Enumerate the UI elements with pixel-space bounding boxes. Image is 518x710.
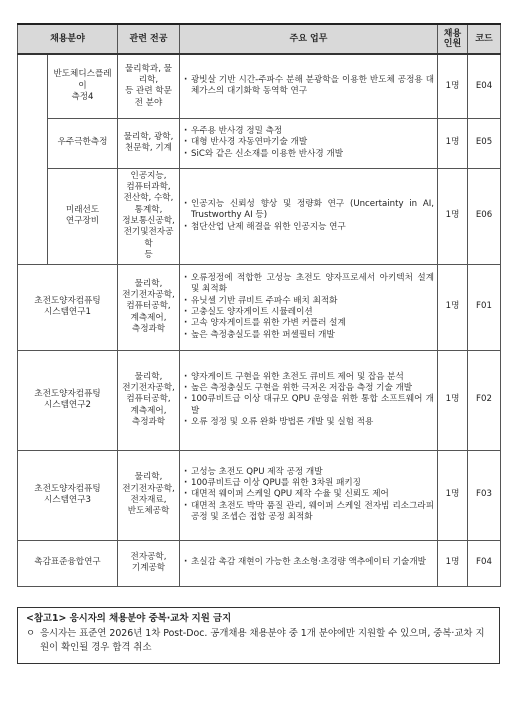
code-cell: E05 [468, 118, 501, 168]
duty-item: · 첨단산업 난제 해결을 위한 인공지능 연구 [183, 222, 434, 233]
duty-item: · 초실감 촉감 재현이 가능한 초소형·초경량 액추에이터 기술개발 [183, 557, 434, 568]
major-cell: 물리학, 전기전자공학, 컴퓨터공학, 계측제어, 측정과학 [118, 264, 180, 350]
duty-list [183, 199, 434, 233]
count-cell: 1명 [438, 118, 468, 168]
table-row [18, 168, 501, 264]
field-cell: 초전도양자컴퓨팅 시스템연구3 [18, 450, 118, 540]
duty-list [183, 557, 434, 568]
duty-item: · 대면적 초전도 박막 품질 관리, 웨이퍼 스케일 전자빔 리소그라피 공정 및 조셉슨 접합 공정 최적화 [183, 501, 434, 524]
table-row [18, 540, 501, 586]
field-cell: 반도체디스플레이 측정4 [48, 54, 118, 118]
count-cell: 1명 [438, 54, 468, 118]
duty-item: · 오류 정정 및 오류 완화 방법론 개발 및 실험 적용 [183, 417, 434, 428]
major-cell: 전자공학, 기계공학 [118, 540, 180, 586]
field-cell: 미래선도 연구장비 [48, 168, 118, 264]
major-cell: 물리학, 전기전자공학, 컴퓨터공학, 계측제어, 측정과학 [118, 350, 180, 450]
major-cell: 물리학과, 물리학, 등 관련 학문 전 분야 [118, 54, 180, 118]
duty-cell [180, 168, 438, 264]
duty-cell [180, 350, 438, 450]
code-cell: E06 [468, 168, 501, 264]
duty-item: · 고성능 초전도 QPU 제작 공정 개발 [183, 467, 434, 478]
table-row [18, 350, 501, 450]
duty-item: · 높은 측정충실도 구현을 위한 극저온 저잡음 측정 기술 개발 [183, 383, 434, 394]
duty-item: · 유닛셀 기반 큐비트 주파수 배치 최적화 [183, 296, 434, 307]
duty-list [183, 372, 434, 429]
table-header-row [18, 24, 501, 54]
note-title: <참고1> 응시자의 채용분야 중복·교차 지원 금지 [26, 613, 232, 624]
major-cell: 물리학, 광학, 천문학, 기계 [118, 118, 180, 168]
note-body [26, 627, 491, 656]
field-cell: 촉감표준융합연구 [18, 540, 118, 586]
field-cell: 초전도양자컴퓨팅 시스템연구2 [18, 350, 118, 450]
header-count: 채용 인원 [438, 24, 468, 54]
note-box [17, 607, 500, 664]
duty-item: · SiC와 같은 신소재를 이용한 반사경 개발 [183, 149, 434, 160]
duty-item: · 우주용 반사경 정밀 측정 [183, 126, 434, 137]
table-row [18, 450, 501, 540]
major-cell: 인공지능, 컴퓨터과학, 전산학, 수학, 통계학, 정보통신공학, 전기및전자공학 등 [118, 168, 180, 264]
duty-item: · 양자게이트 구현을 위한 초전도 큐비트 제어 및 잡음 분석 [183, 372, 434, 383]
table-row [18, 118, 501, 168]
recruitment-table [17, 23, 501, 587]
duty-cell [180, 264, 438, 350]
duty-list [183, 126, 434, 160]
note-text: 응시자는 표준연 2026년 1차 Post-Doc. 공개채용 채용분야 중 1개 분야에만 지원할 수 있으며, 중복·교차 지원이 확인될 경우 합격 취소 [40, 627, 485, 654]
duty-list [183, 75, 434, 98]
group-cell-blank [18, 54, 48, 264]
duty-item: · 고속 양자게이트를 위한 가변 커플러 설계 [183, 318, 434, 329]
duty-cell [180, 450, 438, 540]
duty-item: · 고충실도 양자게이트 시뮬레이션 [183, 307, 434, 318]
duty-item: · 높은 측정충실도를 위한 퍼셀필터 개발 [183, 330, 434, 341]
duty-cell [180, 118, 438, 168]
table-body [18, 54, 501, 586]
duty-list [183, 273, 434, 341]
duty-item: · 100큐비트급 이상 대규모 QPU 운영을 위한 통합 소프트웨어 개발 [183, 394, 434, 417]
count-cell: 1명 [438, 450, 468, 540]
count-cell: 1명 [438, 540, 468, 586]
duty-item: · 광빗살 기반 시간-주파수 분해 분광학을 이용한 반도체 공정용 대체가스의 대기화학 동역학 연구 [183, 75, 434, 98]
header-field: 채용분야 [18, 24, 118, 54]
code-cell: F01 [468, 264, 501, 350]
duty-cell [180, 54, 438, 118]
header-code: 코드 [468, 24, 501, 54]
note-bullet-marker: ㅇ [26, 627, 36, 639]
count-cell: 1명 [438, 168, 468, 264]
count-cell: 1명 [438, 264, 468, 350]
duty-item: · 100큐비트급 이상 QPU를 위한 3차원 패키징 [183, 478, 434, 489]
header-major: 관련 전공 [118, 24, 180, 54]
code-cell: F04 [468, 540, 501, 586]
duty-item: · 대형 반사경 자동연마기술 개발 [183, 137, 434, 148]
major-cell: 물리학, 전기전자공학, 전자재료, 반도체공학 [118, 450, 180, 540]
count-cell: 1명 [438, 350, 468, 450]
table-row [18, 54, 501, 118]
code-cell: E04 [468, 54, 501, 118]
field-cell: 우주극한측정 [48, 118, 118, 168]
duty-item: · 오류정정에 적합한 고성능 초전도 양자프로세서 아키텍처 설계 및 최적화 [183, 273, 434, 296]
duty-item: · 인공지능 신뢰성 향상 및 정량화 연구 (Uncertainty in AI, Trustworthy AI 등) [183, 199, 434, 222]
duty-list [183, 467, 434, 524]
table-row [18, 264, 501, 350]
header-duty: 주요 업무 [180, 24, 438, 54]
duty-cell [180, 540, 438, 586]
field-cell: 초전도양자컴퓨팅 시스템연구1 [18, 264, 118, 350]
code-cell: F02 [468, 350, 501, 450]
duty-item: · 대면적 웨이퍼 스케일 QPU 제작 수율 및 신뢰도 제어 [183, 489, 434, 500]
code-cell: F03 [468, 450, 501, 540]
